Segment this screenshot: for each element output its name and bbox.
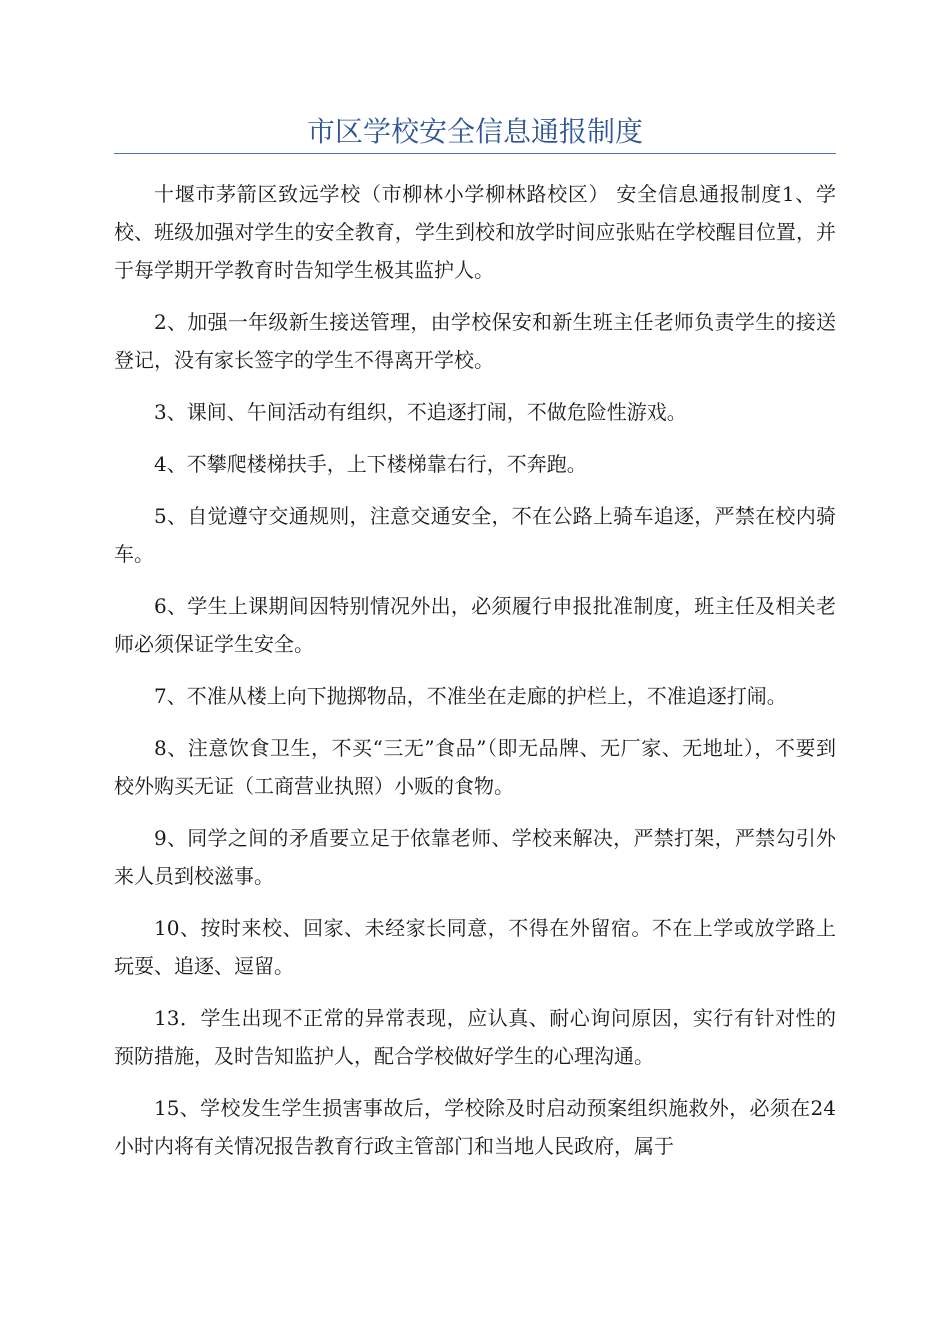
paragraph-rule-5: 5、自觉遵守交通规则，注意交通安全，不在公路上骑车追逐，严禁在校内骑车。	[114, 504, 836, 566]
paragraph-rule-4: 4、不攀爬楼梯扶手，上下楼梯靠右行，不奔跑。	[154, 452, 587, 476]
document-body	[114, 175, 836, 1179]
paragraph-rule-8: 8、注意饮食卫生，不买“三无”食品”（即无品牌、无厂家、无地址），不要到校外购买无证（工商营业执照）小贩的食物。	[114, 736, 836, 798]
document-title: 市区学校安全信息通报制度	[306, 115, 643, 148]
paragraph-intro-rule-1: 十堰市茅箭区致远学校（市柳林小学柳林路校区） 安全信息通报制度1、学校、班级加强对学生的安全教育，学生到校和放学时间应张贴在学校醒目位置，并于每学期开学教育时告知学生极其监护人。	[114, 182, 836, 282]
paragraph-rule-3: 3、课间、午间活动有组织，不追逐打闹，不做危险性游戏。	[154, 400, 687, 424]
paragraph-rule-6: 6、学生上课期间因特别情况外出，必须履行申报批准制度，班主任及相关老师必须保证学生安全。	[114, 594, 836, 656]
paragraph-rule-9: 9、同学之间的矛盾要立足于依靠老师、学校来解决，严禁打架，严禁勾引外来人员到校滋事。	[114, 826, 836, 888]
paragraph-rule-7: 7、不准从楼上向下抛掷物品，不准坐在走廊的护栏上，不准追逐打闹。	[154, 684, 787, 708]
title-underline	[114, 153, 836, 154]
paragraph-rule-10: 10、按时来校、回家、未经家长同意，不得在外留宿。不在上学或放学路上玩耍、追逐、逗留。	[114, 916, 836, 978]
paragraph-rule-2: 2、加强一年级新生接送管理，由学校保安和新生班主任老师负责学生的接送登记，没有家长签字的学生不得离开学校。	[114, 310, 836, 372]
paragraph-rule-15: 15、学校发生学生损害事故后，学校除及时启动预案组织施救外，必须在24小时内将有关情况报告教育行政主管部门和当地人民政府，属于	[114, 1096, 836, 1158]
paragraph-rule-13: 13．学生出现不正常的异常表现，应认真、耐心询问原因，实行有针对性的预防措施，及时告知监护人，配合学校做好学生的心理沟通。	[114, 1006, 836, 1068]
